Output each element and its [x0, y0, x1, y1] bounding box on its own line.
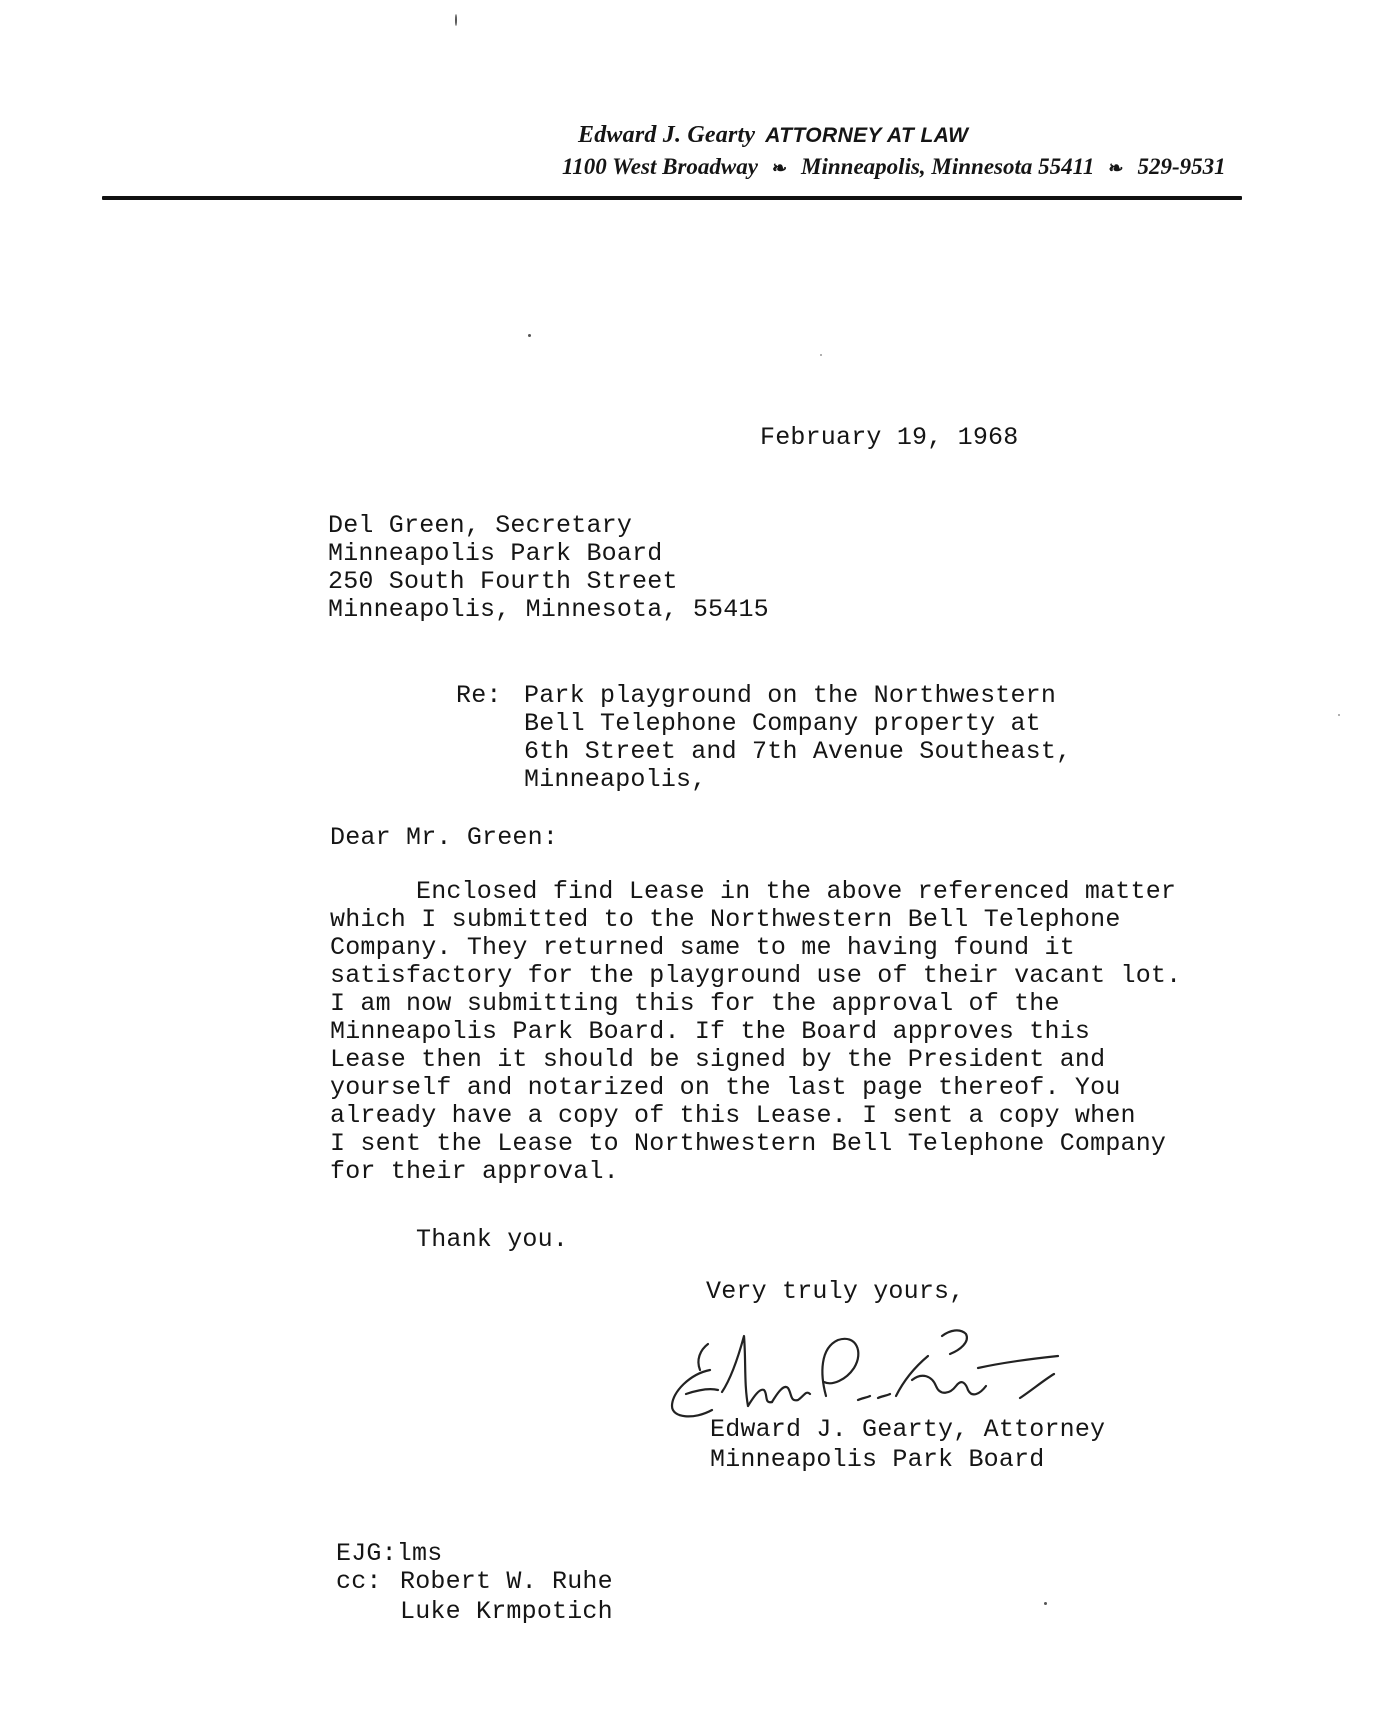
typist-initials: EJG:lms — [336, 1539, 443, 1568]
address-line: Del Green, Secretary — [328, 511, 633, 540]
recipient-address — [328, 512, 769, 624]
cc-list — [400, 1568, 613, 1628]
salutation: Dear Mr. Green: — [330, 823, 559, 852]
address-line: Minneapolis Park Board — [328, 539, 663, 568]
body-line: Company. They returned same to me having found it — [330, 933, 1075, 962]
body-line: Lease then it should be signed by the President and — [330, 1045, 1106, 1074]
closing-line: Very truly yours, — [706, 1277, 965, 1306]
separator-icon: ❧ — [1108, 158, 1124, 178]
body-line: I am now submitting this for the approval of the — [330, 989, 1060, 1018]
letterhead-address — [562, 150, 1252, 184]
letterhead-attorney-name: Edward J. Gearty — [578, 122, 756, 148]
letterhead-title: ATTORNEY AT LAW — [765, 124, 969, 147]
scan-speck — [820, 354, 822, 356]
letterhead-phone: 529-9531 — [1137, 154, 1226, 179]
separator-icon: ❧ — [771, 158, 788, 178]
letterhead-street: 1100 West Broadway — [562, 154, 758, 179]
letterhead-rule — [102, 196, 1242, 200]
body-line: yourself and notarized on the last page thereof. You — [330, 1073, 1121, 1102]
letterhead-name — [578, 118, 1028, 152]
re-line: Minneapolis, — [524, 765, 707, 794]
signer-name: Edward J. Gearty, Attorney — [710, 1415, 1106, 1444]
letterhead-city: Minneapolis, Minnesota 55411 — [801, 154, 1095, 179]
scan-speck — [1338, 714, 1340, 716]
scan-speck — [528, 334, 531, 337]
body-line: Enclosed find Lease in the above referenced matter — [416, 877, 1177, 906]
body-line: satisfactory for the playground use of their vacant lot. — [330, 961, 1182, 990]
body-line: Minneapolis Park Board. If the Board approves this — [330, 1017, 1091, 1046]
cc-label: cc: — [336, 1567, 382, 1596]
letter-date: February 19, 1968 — [760, 423, 1019, 452]
re-line: Park playground on the Northwestern — [524, 681, 1057, 710]
thanks-line: Thank you. — [416, 1225, 569, 1254]
re-line: Bell Telephone Company property at — [524, 709, 1041, 738]
handwritten-signature — [660, 1310, 1080, 1428]
signer-organization: Minneapolis Park Board — [710, 1445, 1045, 1474]
body-line: which I submitted to the Northwestern Bell Telephone — [330, 905, 1121, 934]
body-line: I sent the Lease to Northwestern Bell Telephone Company — [330, 1129, 1167, 1158]
re-subject — [524, 682, 1071, 794]
address-line: Minneapolis, Minnesota, 55415 — [328, 595, 769, 624]
re-line: 6th Street and 7th Avenue Southeast, — [524, 737, 1072, 766]
body-line: for their approval. — [330, 1157, 619, 1186]
cc-name: Robert W. Ruhe — [400, 1567, 613, 1596]
body-line: already have a copy of this Lease. I sent a copy when — [330, 1101, 1136, 1130]
address-line: 250 South Fourth Street — [328, 567, 678, 596]
cc-name: Luke Krmpotich — [400, 1597, 613, 1626]
signer-block — [710, 1416, 1105, 1476]
scan-speck — [455, 14, 457, 26]
letter-body — [330, 878, 1181, 1186]
scan-speck — [1044, 1602, 1047, 1605]
re-label: Re: — [456, 681, 502, 710]
